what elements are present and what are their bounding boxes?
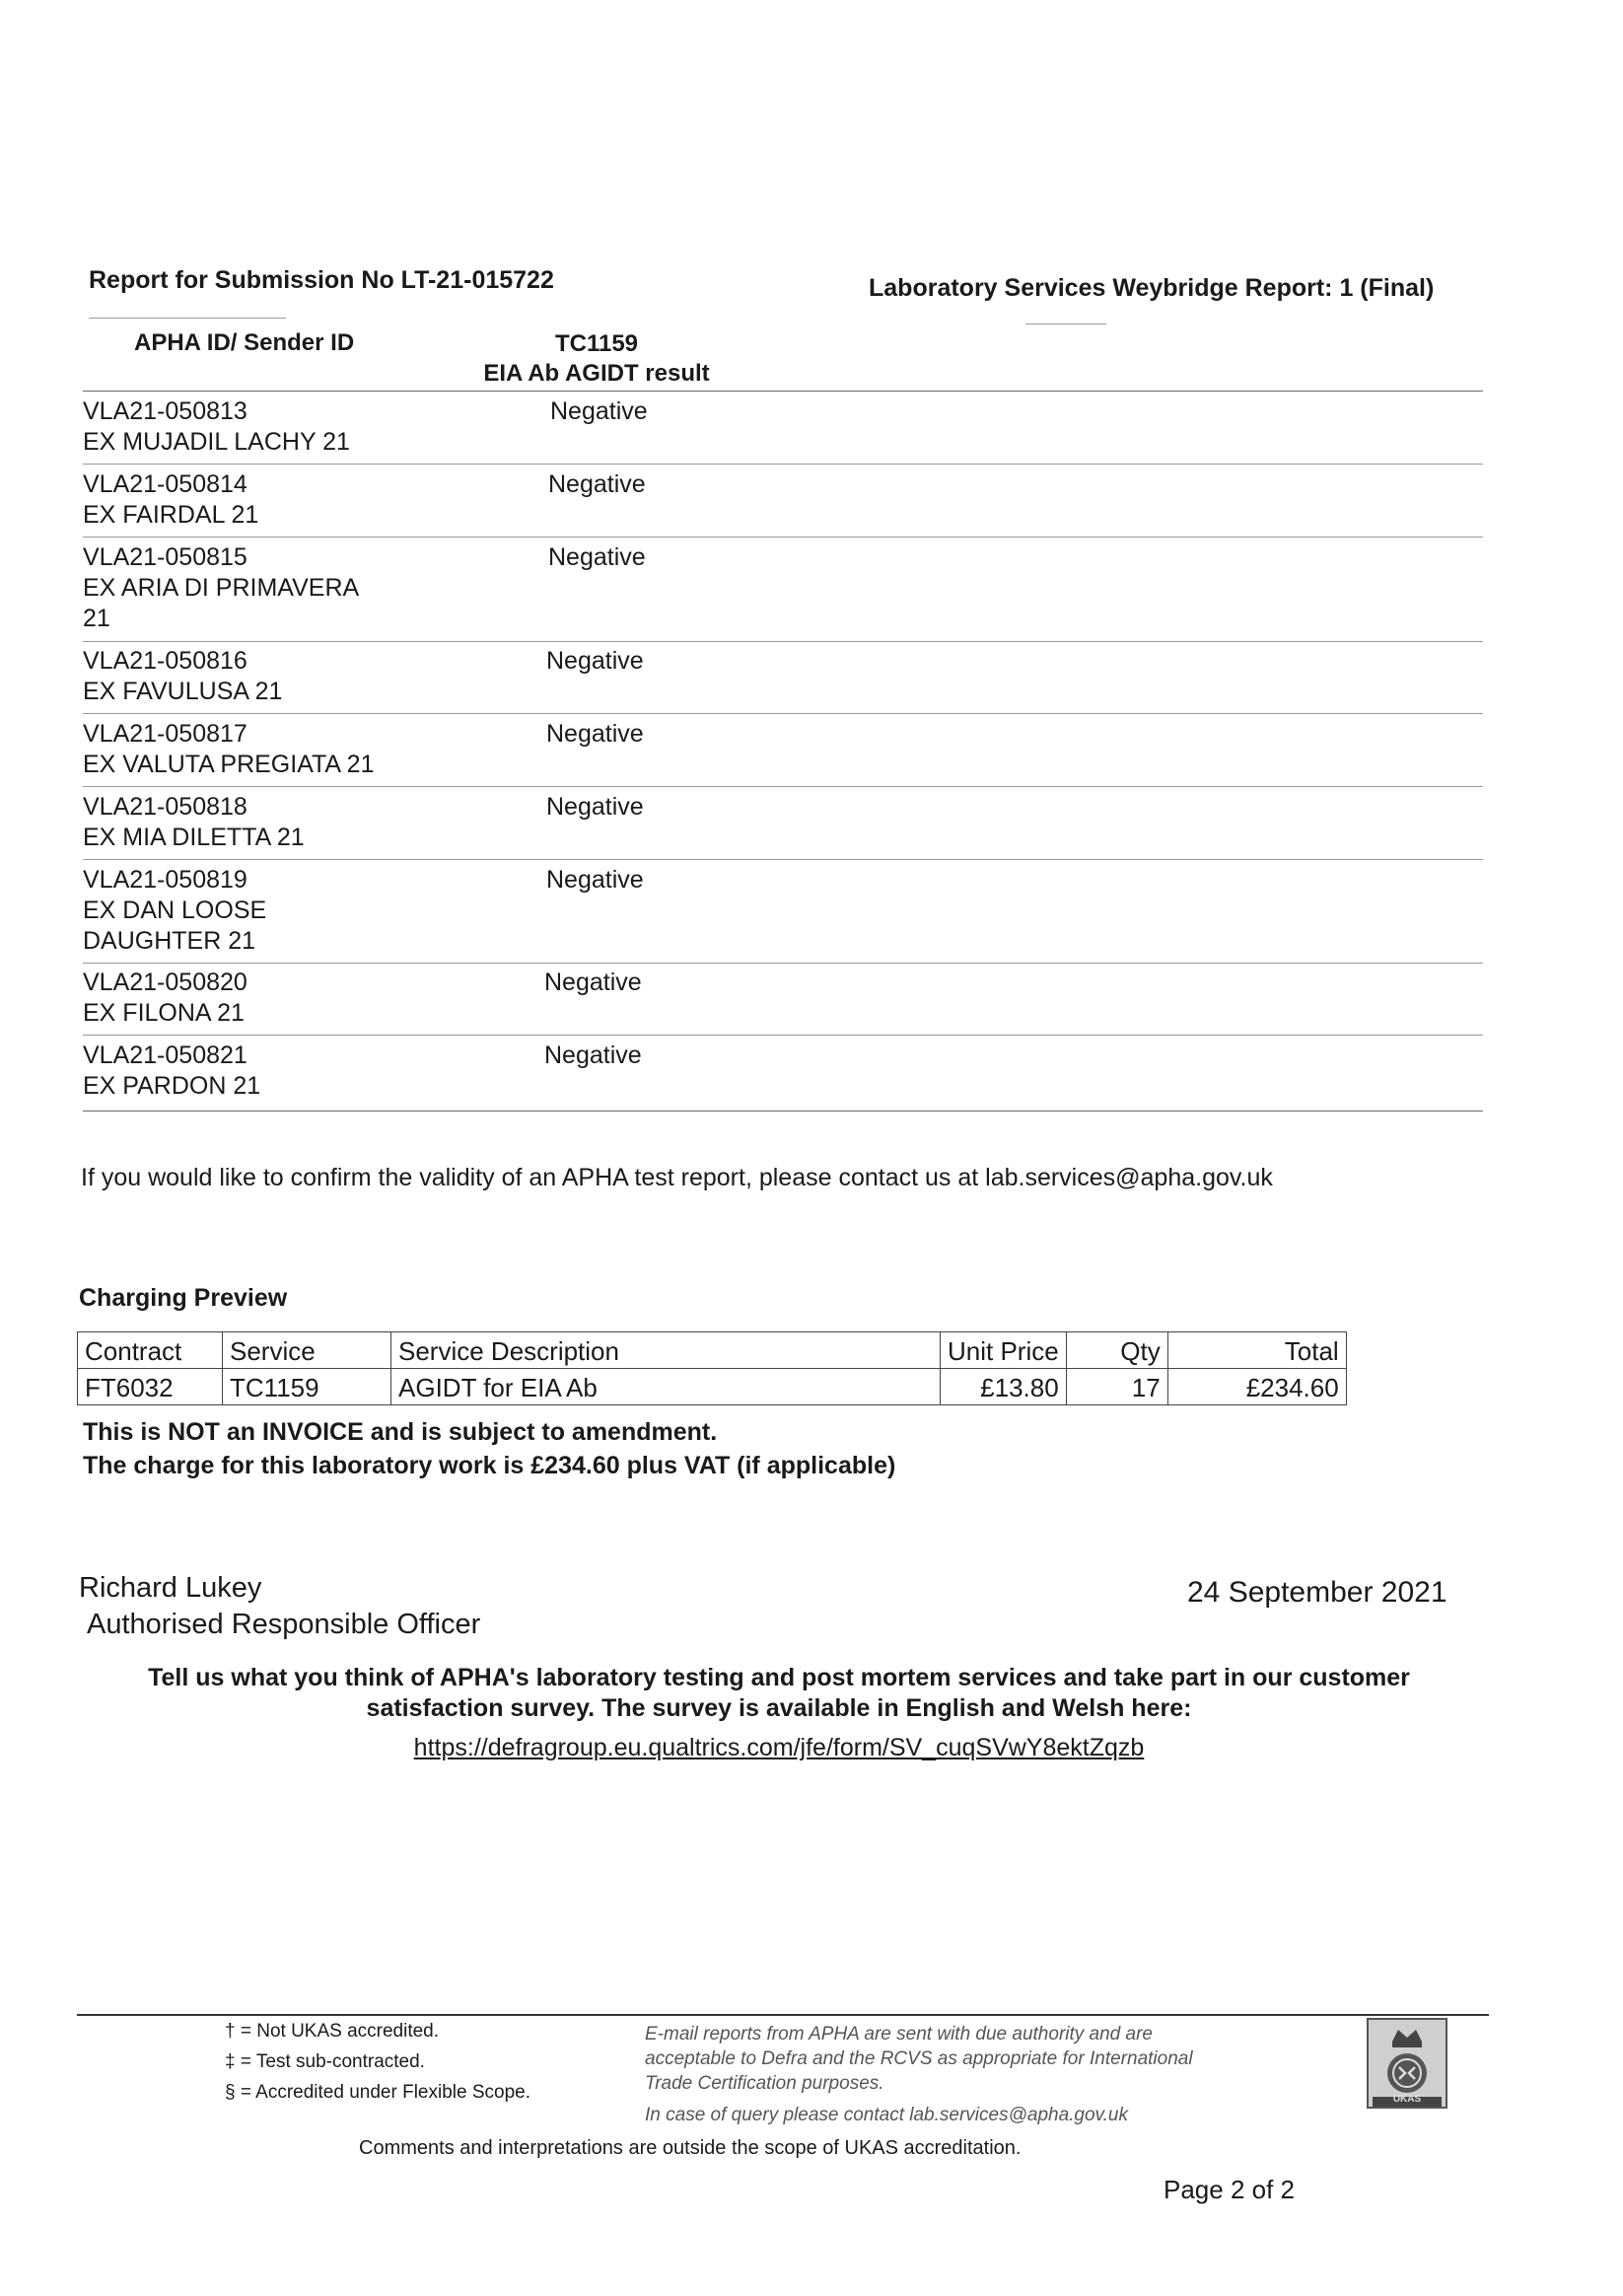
page-number: Page 2 of 2 [1164,2175,1295,2204]
sample-id: VLA21-050813 EX MUJADIL LACHY 21 [83,397,350,456]
charge-header-total: Total [1167,1332,1346,1369]
ukas-crown-icon [1367,2018,1447,2124]
legend-subcontracted: ‡ = Test sub-contracted. [225,2051,425,2072]
row-rule [83,464,1483,465]
email-note-line-3: Trade Certification purposes. [645,2073,884,2094]
sample-result: Negative [546,647,644,675]
sample-result: Negative [546,793,644,821]
charging-table [77,1331,1347,1405]
sample-id: VLA21-050821 EX PARDON 21 [83,1041,261,1100]
signatory-name: Richard Lukey [79,1572,262,1604]
sample-result: Negative [544,969,642,996]
ukas-scope-note: Comments and interpretations are outside the scope of UKAS accreditation. [359,2137,1022,2159]
charging-row [78,1369,1347,1405]
col-header-test [473,329,720,389]
row-rule [83,537,1483,538]
sample-id: VLA21-050819 EX DAN LOOSE DAUGHTER 21 [83,866,267,955]
header-rule-left [89,318,286,319]
charge-unit-price: £13.80 [941,1369,1067,1405]
row-rule [83,713,1483,714]
sample-id: VLA21-050820 EX FILONA 21 [83,969,247,1027]
charge-summary: The charge for this laboratory work is £234.60 plus VAT (if applicable) [83,1452,896,1479]
sample-id: VLA21-050818 EX MIA DILETTA 21 [83,793,305,851]
sample-result: Negative [548,470,646,498]
charge-service: TC1159 [223,1369,391,1405]
charge-header-unit-price: Unit Price [941,1332,1067,1369]
ukas-logo [1367,2018,1447,2124]
footer-legend [225,2016,530,2108]
sample-result: Negative [548,543,646,571]
row-rule [83,963,1483,964]
sample-id: VLA21-050817 EX VALUTA PREGIATA 21 [83,720,375,778]
charge-total: £234.60 [1167,1369,1346,1405]
survey-line-1: Tell us what you think of APHA's laboratory testing and post mortem services and take part in our customer [148,1664,1410,1691]
charge-qty: 17 [1066,1369,1167,1405]
charging-title: Charging Preview [79,1284,288,1312]
validity-note: If you would like to confirm the validity of an APHA test report, please contact us at lab.services@apha.gov.uk [81,1164,1273,1191]
charge-header-service: Service [223,1332,391,1369]
survey-link-wrap [99,1734,1459,1762]
header-bottom-rule [83,391,1483,392]
sample-result: Negative [546,720,644,748]
sample-id: VLA21-050814 EX FAIRDAL 21 [83,470,259,529]
row-rule [83,1035,1483,1036]
charge-header-qty: Qty [1066,1332,1167,1369]
report-date: 24 September 2021 [1187,1576,1447,1609]
ukas-mark-text: UKAS [1392,2094,1422,2105]
col-header-test-code: TC1159 [554,330,639,357]
sample-result: Negative [550,397,648,425]
charge-description: AGIDT for EIA Ab [391,1369,941,1405]
lab-report-label: Laboratory Services Weybridge Report: 1 (Final) [869,274,1435,302]
charge-contract: FT6032 [78,1369,223,1405]
survey-line-2: satisfaction survey. The survey is available in English and Welsh here: [366,1694,1192,1722]
submission-number: Report for Submission No LT-21-015722 [89,266,554,294]
sample-id: VLA21-050815 EX ARIA DI PRIMAVERA 21 [83,543,360,632]
not-invoice-note: This is NOT an INVOICE and is subject to amendment. [83,1418,718,1446]
email-reports-note [645,2022,1193,2096]
legend-not-accredited: † = Not UKAS accredited. [225,2021,440,2042]
row-rule [83,786,1483,787]
col-header-id: APHA ID/ Sender ID [134,329,355,356]
header-rule-right [1025,323,1106,324]
col-header-test-name: EIA Ab AGIDT result [483,360,710,387]
legend-flexible-scope: § = Accredited under Flexible Scope. [225,2082,530,2103]
table-bottom-rule [83,1111,1483,1112]
charge-header-description: Service Description [391,1332,941,1369]
survey-link[interactable]: https://defragroup.eu.qualtrics.com/jfe/form/SV_cuqSVwY8ektZqzb [413,1734,1145,1761]
email-note-line-1: E-mail reports from APHA are sent with due authority and are [645,2024,1153,2045]
query-note: In case of query please contact lab.services@apha.gov.uk [645,2105,1128,2125]
sample-result: Negative [544,1041,642,1069]
charge-header-contract: Contract [78,1332,223,1369]
row-rule [83,641,1483,642]
survey-invite [99,1663,1459,1724]
sample-result: Negative [546,866,644,894]
email-note-line-2: acceptable to Defra and the RCVS as appropriate for International [645,2048,1193,2069]
sample-id: VLA21-050816 EX FAVULUSA 21 [83,647,283,705]
row-rule [83,859,1483,860]
signatory-role: Authorised Responsible Officer [87,1609,481,1640]
charging-header-row [78,1332,1347,1369]
